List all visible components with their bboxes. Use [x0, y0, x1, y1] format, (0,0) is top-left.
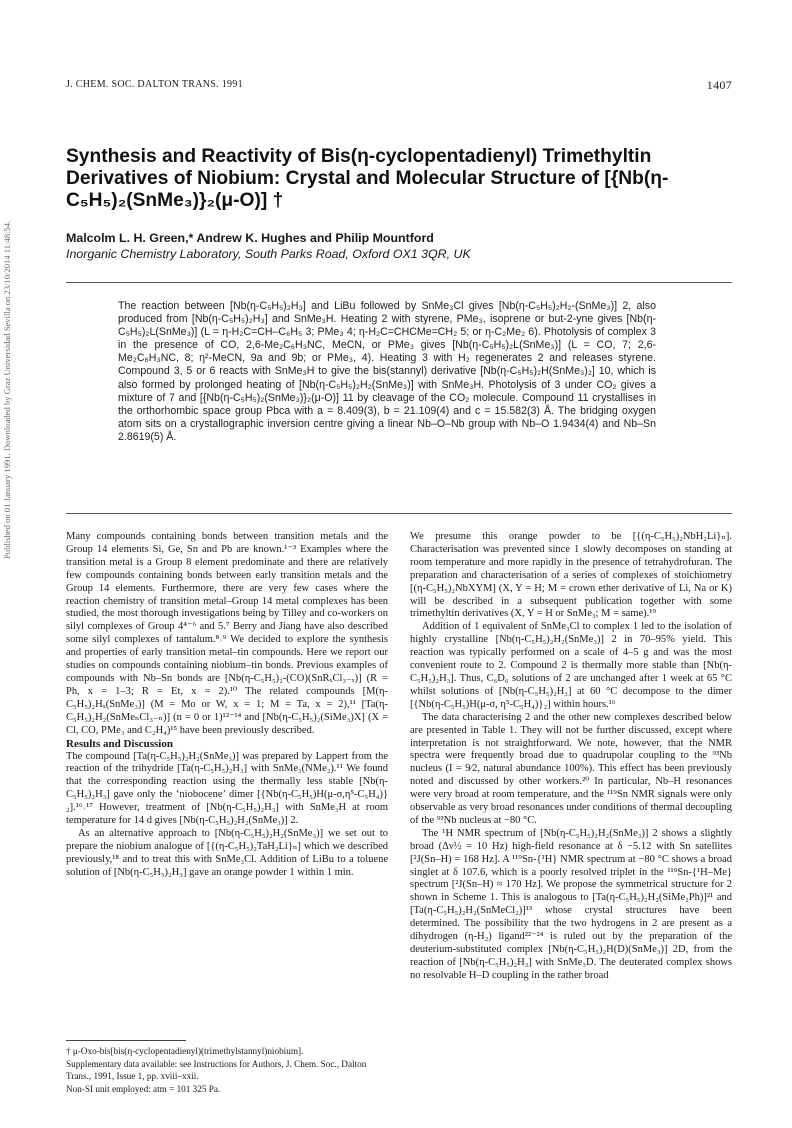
- left-column: [66, 531, 388, 880]
- footnote-rule: [66, 1040, 186, 1041]
- body-paragraph: As an alternative approach to [Nb(η-C₅H₅)₂H₂(SnMe₃)] we set out to prepare the niobium analogue of [{(η-C₅H₅)₂TaH₂Li}ₙ] which we described previously,¹⁸ and to treat this with SnMe₃Cl. Addition of LiBu to a toluene solution of [Nb(η-C₅H₅)₂H₃] gave an orange powder 1 within 1 min.: [66, 827, 388, 878]
- footnote-units: Non-SI unit employed: atm = 101 325 Pa.: [66, 1084, 221, 1095]
- footnote-supplementary: Supplementary data available: see Instructions for Authors, J. Chem. Soc., Dalton Trans., 1991, Issue 1, pp. xviii–xxii.: [66, 1059, 367, 1081]
- body-paragraph: The data characterising 2 and the other new complexes described below are presented in Table 1. They will not be further discussed, except where interpretation is not straightforward. We note, however, that the NMR spectra were frequently broad due to quadrupolar coupling to the ⁹³Nb nucleus (I = 9⁄2, natural abundance 100%). This effect has been previously noted and discussed by other workers.²⁰ In particular, Nb–H resonances were very broad at room temperature, and the ¹¹⁹Sn NMR signals were only observable as very broad resonances under conditions of thermal decoupling of the ⁹³Nb nucleus at −80 °C.: [410, 711, 732, 826]
- abstract-rule: [66, 513, 732, 514]
- download-stamp: Published on 01 January 1991. Downloaded by Graz Universidad Sevilla on 23/10/2014 11:48:54.: [2, 220, 12, 560]
- author-list: Malcolm L. H. Green,* Andrew K. Hughes and Philip Mountford: [66, 231, 434, 245]
- footnote-dagger: † μ-Oxo-bis[bis(η-cyclopentadienyl)(trimethylstannyl)niobium].: [66, 1046, 304, 1056]
- article-title: Synthesis and Reactivity of Bis(η-cyclopentadienyl) Trimethyltin Derivatives of Niobium: Crystal and Molecular Structure of [{Nb(η-C₅H₅)₂(SnMe₃)}₂(μ-O)] †: [66, 146, 669, 211]
- affiliation: Inorganic Chemistry Laboratory, South Parks Road, Oxford OX1 3QR, UK: [66, 247, 471, 261]
- body-paragraph: The compound [Ta(η-C₅H₅)₂H₂(SnMe₃)] was prepared by Lappert from the reaction of the trihydride [Ta(η-C₅H₅)₂H₃] with SnMe₃(NMe₂).¹¹ We found that the corresponding reaction using the thermally less stable [Nb(η-C₅H₅)₂H₃] gave only the ‘niobocene’ dimer [{Nb(η-C₅H₅)H(μ-σ,η⁵-C₅H₄)}₂].¹⁶˒¹⁷ However, treatment of [Nb(η-C₅H₅)₂H₃] with SnMe₃H at room temperature for 14 d gives [Nb(η-C₅H₅)₂H₂(SnMe₃)] 2.: [66, 750, 388, 827]
- journal-citation: J. CHEM. SOC. DALTON TRANS. 1991: [66, 79, 243, 90]
- body-paragraph: Addition of 1 equivalent of SnMe₃Cl to complex 1 led to the isolation of highly crystalline [Nb(η-C₅H₅)₂H₂(SnMe₃)] 2 in 70–95% yield. This reaction was typically performed on a scale of 4–5 g and was the most convenient route to 2. Compound 2 is thermally more stable than [Nb(η-C₅H₅)₂H₃]. Thus, C₆D₆ solutions of 2 are unchanged after 1 week at 65 °C whilst solutions of [Nb(η-C₅H₅)₂H₃] at 60 °C decompose to the dimer [{Nb(η-C₅H₅)H(μ-σ, η⁵-C₅H₄)}₂] within hours.¹⁶: [410, 621, 732, 710]
- running-head: [66, 79, 732, 93]
- abstract: The reaction between [Nb(η-C₅H₅)₂H₃] and LiBu followed by SnMe₃Cl gives [Nb(η-C₅H₅)₂H₂-(SnMe₃)] 2, also produced from [Nb(η-C₅H₅)₂H₃] and SnMe₃H. Heating 2 with styrene, PMe₃, isoprene or but-2-yne gives [Nb(η-C₅H₅)₂L(SnMe₃)] (L = η-H₂C=CH–C₆H₅ 3; PMe₃ 4; η-H₂C=CHCMe=CH₂ 5; or η-C₂Me₂ 6). Photolysis of complex 3 in the presence of CO, 2,6-Me₂C₆H₃NC, MeCN, or PMe₃ gives [Nb(η-C₅H₅)₂L(SnMe₃)] (L = CO, 7; 2,6-Me₂C₆H₃NC, 8; η²-MeCN, 9a and 9b; or PMe₃, 4). Heating 3 with H₂ regenerates 2 and releases styrene. Compound 3, 5 or 6 reacts with SnMe₃H to give the bis(stannyl) derivative [Nb(η-C₅H₅)₂H(SnMe₃)₂] 10, which is also formed by prolonged heating of [Nb(η-C₅H₅)₂H₂(SnMe₃)] with SnMe₃H. Photolysis of 3 under CO₂ gives a mixture of 7 and [{Nb(η-C₅H₅)₂(SnMe₃)}₂(μ-O)] 11 by cleavage of the CO₂ molecule. Compound 11 crystallises in the orthorhombic space group Pbca with a = 8.409(3), b = 21.109(4) and c = 15.582(3) Å. The bridging oxygen atom sits on a crystallographic inversion centre giving a linear Nb–O–Nb group with Nb–O 1.9434(4) and Nb–Sn 2.8619(5) Å.: [118, 300, 656, 443]
- section-heading: Results and Discussion: [66, 737, 173, 750]
- intro-paragraph: Many compounds containing bonds between transition metals and the Group 14 elements Si, Ge, Sn and Pb are known.¹⁻³ Examples where the transition metal is a Group 8 element predominate and there are relatively few compounds containing bonds between early transition metals and the Group 14 elements. Furthermore, there are very few cases where the reaction chemistry of transition metal–Group 14 metal complexes has been studied, the most thorough investigations being by Tilley and co-workers on silyl complexes of Group 4⁴⁻⁶ and 5.⁷ Berry and Jiang have also described some silyl complexes of tantalum.⁸˒⁹ We decided to explore the synthesis and properties of early transition metal–tin compounds. Here we report our studies on compounds containing niobium–tin bonds. Previous examples of compounds with Nb–Sn bonds are [Nb(η-C₅H₅)₂-(CO)(SnRₓCl₃₋ₓ)] (R = Ph, x = 1–3; R = Et, x = 2).¹⁰ The related compounds [M(η-C₅H₅)₂Hₓ(SnMe₃)] (M = Mo or W, x = 1; M = Ta, x = 2),¹¹ [Ta(η-C₅H₅)₂H₂(SnMeₙCl₃₋ₙ)] (n = 0 or 1)¹²⁻¹⁴ and [Nb(η-C₅H₅)₂(SiMe₃)X] (X = Cl, CO, PMe₃ and C₂H₄)¹⁵ have been previously described.: [66, 531, 388, 736]
- page-number: 1407: [706, 78, 732, 92]
- header-rule: [66, 282, 732, 283]
- footnotes: [66, 1046, 388, 1098]
- body-paragraph: We presume this orange powder to be [{(η-C₅H₅)₂NbH₂Li}ₙ]. Characterisation was prevented since 1 slowly decomposes on standing at room temperature and more rapidly in the presence of tetrahydrofuran. The preparation and characterisation of a series of complexes of stoichiometry [(η-C₅H₅)₂NbXYM] (X, Y = H; M = crown ether derivative of Li, Na or K) will be described in a subsequent publication together with some trimethyltin derivatives (X, Y = H or SnMe₃; M = same).¹⁹: [410, 531, 732, 620]
- body-paragraph: The ¹H NMR spectrum of [Nb(η-C₅H₅)₂H₂(SnMe₃)] 2 shows a slightly broad (Δν½ = 10 Hz) high-field resonance at δ −5.12 with Sn satellites [²J(Sn–H) = 168 Hz]. A ¹¹⁹Sn-{¹H} NMR spectrum at −80 °C shows a broad singlet at δ 107.6, which is a poorly resolved triplet in the ¹¹⁹Sn-{¹H–Me} spectrum [²J(Sn–H) ≈ 170 Hz]. We propose the symmetrical structure for 2 shown in Scheme 1. This is analogous to [Ta(η-C₅H₅)₂H₂(SiMe₂Ph)]²¹ and [Ta(η-C₅H₅)₂H₂(SnMeCl₂)]¹³ whose crystal structures have been determined. The possibility that the two hydrogens in 2 are present as a dihydrogen (η-H₂) ligand²²⁻²⁴ is ruled out by the preparation of the deuterium-substituted complex [Nb(η-C₅H₅)₂H(D)(SnMe₃)] 2D, from the reaction of [Nb(η-C₅H₅)₂H₃] with SnMe₃D. The deuterated complex shows no resolvable H–D coupling in the rather broad: [410, 827, 732, 981]
- right-column: [410, 531, 732, 983]
